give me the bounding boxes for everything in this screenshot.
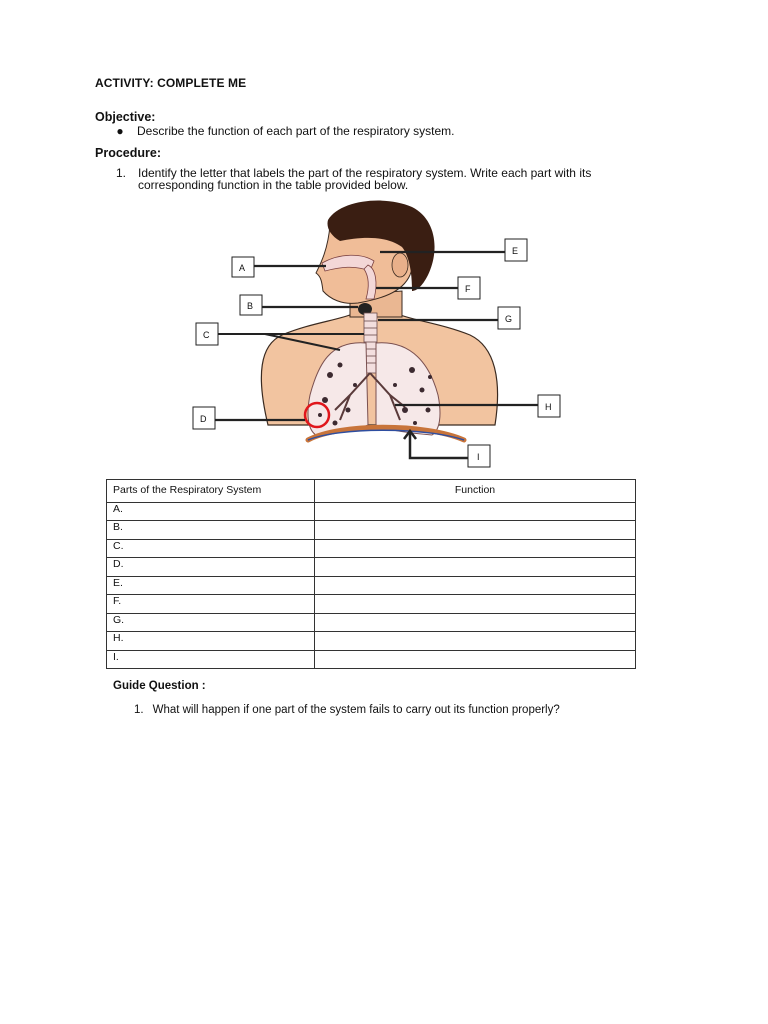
table-row	[107, 595, 636, 614]
label-a: A	[239, 263, 246, 273]
part-cell: C.	[107, 539, 315, 558]
function-cell[interactable]	[315, 558, 636, 577]
table-header-function: Function	[315, 480, 636, 503]
step-text: Identify the letter that labels the part of the respiratory system. Write each part with its corresponding function in the table provided below.	[138, 166, 592, 192]
bullet-icon: ●	[116, 124, 124, 138]
table-row	[107, 576, 636, 595]
label-e: E	[512, 246, 519, 256]
table-row	[107, 502, 636, 521]
table-row	[107, 558, 636, 577]
function-cell[interactable]	[315, 632, 636, 651]
table-header-row	[107, 480, 636, 503]
function-cell[interactable]	[315, 650, 636, 669]
function-cell[interactable]	[315, 595, 636, 614]
table-header-parts: Parts of the Respiratory System	[107, 480, 315, 503]
table-row	[107, 632, 636, 651]
label-g: G	[505, 314, 513, 324]
label-b: B	[247, 301, 254, 311]
label-d: D	[200, 414, 207, 424]
objective-heading: Objective:	[95, 110, 156, 124]
label-h: H	[545, 402, 552, 412]
procedure-step	[116, 167, 656, 191]
table-row	[107, 650, 636, 669]
label-i: I	[477, 452, 480, 462]
guide-question-heading: Guide Question :	[113, 680, 206, 692]
ear-illustration	[392, 253, 408, 277]
part-cell: D.	[107, 558, 315, 577]
part-cell: A.	[107, 502, 315, 521]
part-cell: E.	[107, 576, 315, 595]
function-cell[interactable]	[315, 613, 636, 632]
respiratory-parts-table	[106, 479, 636, 669]
part-cell: F.	[107, 595, 315, 614]
part-cell: H.	[107, 632, 315, 651]
function-cell[interactable]	[315, 539, 636, 558]
respiratory-diagram	[190, 195, 570, 470]
step-number: 1.	[116, 166, 127, 180]
label-f: F	[465, 284, 471, 294]
table-row	[107, 539, 636, 558]
guide-question-number: 1.	[134, 704, 144, 716]
activity-title: ACTIVITY: COMPLETE ME	[95, 76, 247, 90]
table-row	[107, 521, 636, 540]
objective-text: Describe the function of each part of the respiratory system.	[137, 124, 455, 138]
function-cell[interactable]	[315, 521, 636, 540]
guide-question	[134, 704, 560, 716]
part-cell: G.	[107, 613, 315, 632]
objective-bullet	[115, 124, 454, 138]
function-cell[interactable]	[315, 576, 636, 595]
part-cell: I.	[107, 650, 315, 669]
guide-question-text: What will happen if one part of the system fails to carry out its function properly?	[152, 704, 560, 716]
procedure-heading: Procedure:	[95, 146, 161, 160]
part-cell: B.	[107, 521, 315, 540]
table-row	[107, 613, 636, 632]
function-cell[interactable]	[315, 502, 636, 521]
label-c: C	[203, 330, 210, 340]
